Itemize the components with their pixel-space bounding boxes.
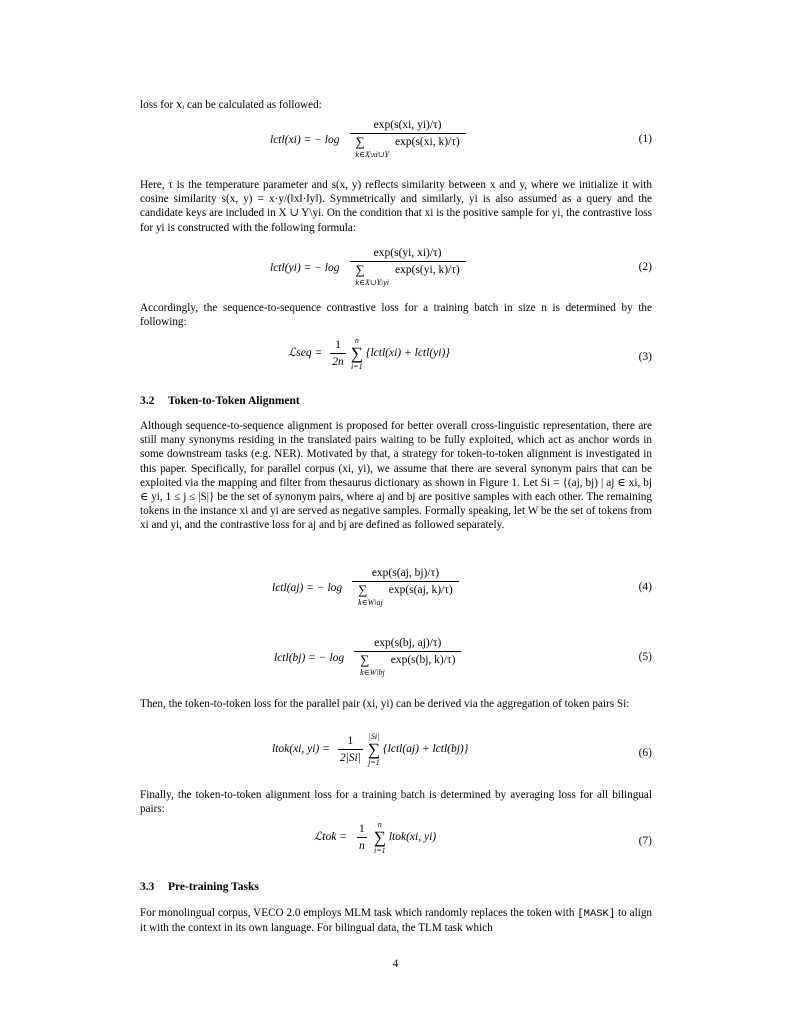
eq4-lhs: lctl(aj) = − log <box>272 582 343 595</box>
eq5-numerator: exp(s(bj, aj)/τ) <box>374 637 442 649</box>
pretraining-text-a: For monolingual corpus, VECO 2.0 employs MLM task which randomly replaces the token with <box>140 907 575 919</box>
eq7-number: (7) <box>638 835 652 847</box>
eq6-rhs: {lctl(aj) + lctl(bj)} <box>383 743 469 756</box>
eq2-lhs: lctl(yi) = − log <box>270 262 340 275</box>
equation-5: lctl(bj) = − log exp(s(bj, aj)/τ) ∑ k∈W\bj exp(s(bj, k)/τ) (5) <box>140 636 652 684</box>
equation-4: lctl(aj) = − log exp(s(aj, bj)/τ) ∑ k∈W\aj exp(s(aj, k)/τ) (4) <box>140 566 652 614</box>
eq5-lhs: lctl(bj) = − log <box>274 652 345 665</box>
eq4-numerator: exp(s(aj, bj)/τ) <box>371 567 440 579</box>
eq3-rhs: {lctl(xi) + lctl(yi)} <box>365 347 450 360</box>
eq1-sum-subscript: k∈X\xi∪Y <box>355 150 390 160</box>
paragraph-accordingly: Accordingly, the sequence-to-sequence contrastive loss for a training batch in size n is determined by the following: <box>140 302 652 329</box>
eq7-numerator: 1 <box>358 823 365 836</box>
pretraining-text-b: to align it with the context in its own language. For bilingual data, the TLM task which <box>140 907 653 935</box>
paragraph-pretraining <box>140 906 652 935</box>
eq3-sum-subscript: i=1 <box>351 362 363 371</box>
eq6-sum-subscript: j=1 <box>368 758 380 767</box>
eq5-number: (5) <box>638 651 652 663</box>
eq2-number: (2) <box>638 261 652 273</box>
eq5-sum-subscript: k∈W\bj <box>360 668 385 678</box>
eq3-numerator: 1 <box>335 339 341 352</box>
eq6-denominator: 2|Si| <box>338 749 363 765</box>
eq1-denominator: exp(s(xi, k)/τ) <box>395 136 460 149</box>
eq1-number: (1) <box>638 133 652 145</box>
equation-1: lctl(xi) = − log exp(s(xi, yi)/τ) ∑ k∈X\xi∪Y exp(s(xi, k)/τ) (1) <box>140 118 652 166</box>
eq6-lhs: ltok(xi, yi) = <box>272 743 330 756</box>
eq6-number: (6) <box>638 747 652 759</box>
eq4-sum-subscript: k∈W\aj <box>358 598 383 608</box>
eq7-denominator: n <box>357 837 367 853</box>
eq7-lhs: ℒtok = <box>314 831 347 844</box>
eq4-denominator: exp(s(aj, k)/τ) <box>388 584 453 597</box>
eq6-numerator: 1 <box>347 735 354 748</box>
section-heading-3-3 <box>140 880 259 894</box>
section-3-2-number: 3.2 <box>140 395 155 407</box>
eq2-numerator: exp(s(yi, xi)/τ) <box>373 247 442 259</box>
paragraph-then: Then, the token-to-token loss for the parallel pair (xi, yi) can be derived via the aggregation of token pairs Si: <box>140 698 630 710</box>
eq3-denominator: 2n <box>330 353 346 369</box>
paragraph-tau: Here, τ is the temperature parameter and s(x, y) reflects similarity between x and y, where we initialize it with cosine similarity s(x, y) = x·y/(‖x‖·‖y‖). Symmetrically and similarly, yi is also assumed as a query and the candidate keys are included in X ∪ Y\yi. On the condition that xi is the positive sample for yi, the contrastive loss for yi is constructed with the following formula: <box>140 179 652 234</box>
eq2-denominator: exp(s(yi, k)/τ) <box>395 264 460 277</box>
page-number: 4 <box>392 958 399 970</box>
section-3-2-title: Token-to-Token Alignment <box>168 395 300 407</box>
eq5-denominator: exp(s(bj, k)/τ) <box>390 654 456 667</box>
eq3-lhs: ℒseq = <box>288 347 323 360</box>
eq7-sum-subscript: i=1 <box>373 846 386 855</box>
equation-3: ℒseq = $\frac{1}{2n}$ n ∑ i=1 {lctl(xi) + lctl(yi)} (3) <box>288 336 652 371</box>
eq1-lhs: lctl(xi) = − log <box>270 134 340 147</box>
section-3-3-title: Pre-training Tasks <box>168 881 259 893</box>
eq3-number: (3) <box>638 351 652 363</box>
mask-token: [MASK] <box>577 908 616 920</box>
eq7-rhs: ltok(xi, yi) <box>388 831 437 844</box>
equation-6: ltok(xi, yi) = $\frac{1}{2|Si|}$ |Si| ∑ j=1 {lctl(aj) + lctl(bj)} (6) <box>272 732 652 767</box>
equation-7: ℒtok = $\frac{1}{n}$ n ∑ i=1 ltok(xi, yi) (7) <box>314 820 652 855</box>
section-3-3-number: 3.3 <box>140 881 155 893</box>
eq3-sum-superscript: n <box>354 336 359 345</box>
section-heading-3-2 <box>140 394 300 408</box>
eq1-numerator: exp(s(xi, yi)/τ) <box>373 119 442 131</box>
equation-2: lctl(yi) = − log exp(s(yi, xi)/τ) ∑ k∈X∪Y\yi exp(s(yi, k)/τ) (2) <box>140 246 652 294</box>
eq4-number: (4) <box>638 581 652 593</box>
paragraph-although: Although sequence-to-sequence alignment is proposed for better overall cross-linguistic representation, there are still many synonyms residing in the translated pairs waiting to be fully exploited, which act as anchor words in some downstream tasks (e.g. NER). Motivated by that, a strategy for token-to-token alignment is investigated in this paper. Specifically, for parallel corpus (xi, yi), we assume that there are several synonym pairs that can be exploited via the mapping and filter from thesaurus dictionary as shown in Figure 1. Let Si = {(aj, bj) | aj ∈ xi, bj ∈ yi, 1 ≤ j ≤ |S|} be the set of synonym pairs, where aj and bj are positive samples with each other. The remaining tokens in the instance xi and yi are served as negative samples. Formally speaking, let W be the set of tokens from xi and yi, and the contrastive loss for aj and bj are defined as followed separately. <box>140 420 652 532</box>
eq6-sum-superscript: |Si| <box>368 732 380 741</box>
intro-line: loss for 𝑥ᵢ can be calculated as followed: <box>140 99 322 111</box>
eq2-sum-subscript: k∈X∪Y\yi <box>355 278 390 288</box>
eq7-sum-superscript: n <box>377 820 382 829</box>
paragraph-finally: Finally, the token-to-token alignment loss for a training batch is determined by averaging loss for all bilingual pairs: <box>140 789 652 816</box>
